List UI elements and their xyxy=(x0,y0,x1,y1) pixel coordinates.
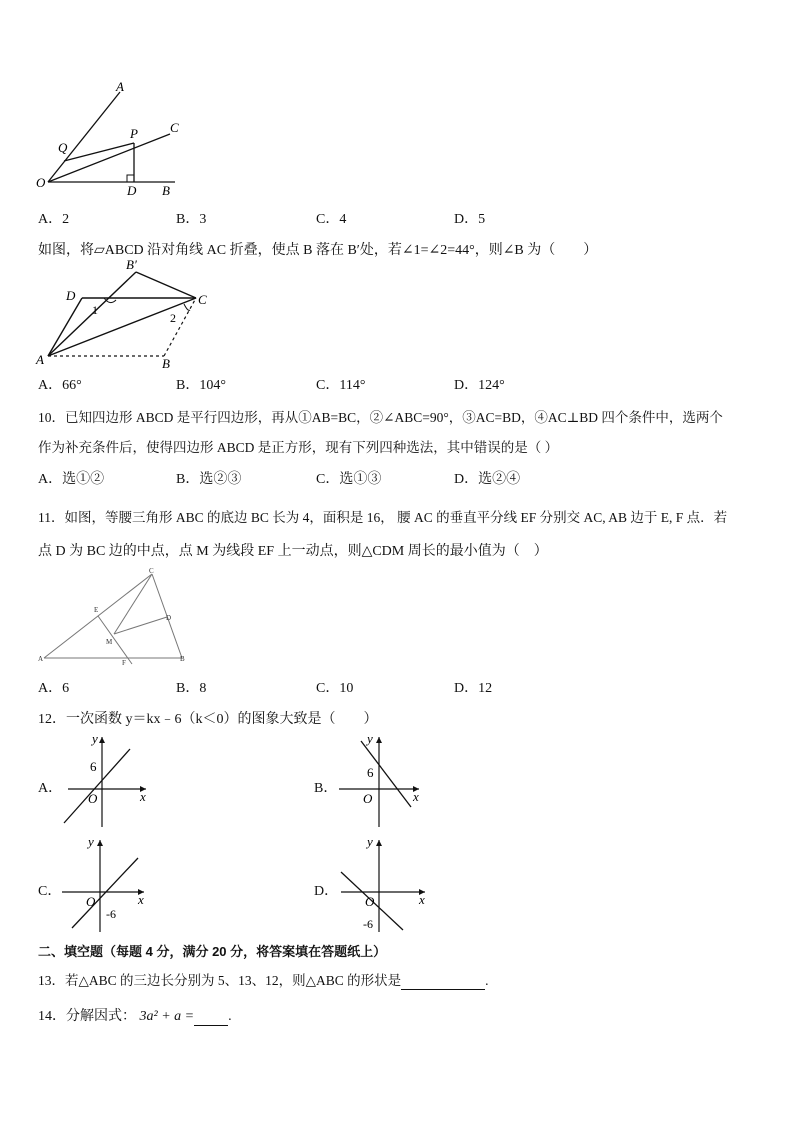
q12-text: 12．一次函数 y＝kx﹣6（k＜0）的图象大致是（ ） xyxy=(38,712,378,727)
label-D: D xyxy=(166,614,172,622)
q12-graph-a xyxy=(58,733,153,829)
axis-y: y xyxy=(367,733,373,746)
q10-option-b[interactable]: B．选②③ xyxy=(176,472,242,487)
label-A: A xyxy=(116,79,124,94)
label-A: A xyxy=(36,352,44,367)
q11-option-c[interactable]: C．10 xyxy=(316,681,354,696)
q9-option-c[interactable]: C．114° xyxy=(316,378,366,393)
q12-option-c[interactable]: C． xyxy=(38,884,62,899)
q8-option-d[interactable]: D．5 xyxy=(454,212,486,227)
q11-option-a[interactable]: A．6 xyxy=(38,681,70,696)
q12-option-d[interactable]: D． xyxy=(314,884,339,899)
q12-graph-c xyxy=(58,836,153,934)
axis-y: y xyxy=(88,836,94,849)
q13 xyxy=(38,969,489,990)
q9-text: 如图，将▱ABCD 沿对角线 AC 折叠，使点 B 落在 B′处，若∠1=∠2=44°，则∠B 为（ ） xyxy=(38,243,598,258)
q13-text: 13．若△ABC 的三边长分别为 5、13、12，则△ABC 的形状是 xyxy=(38,973,402,988)
q14-answer-blank[interactable] xyxy=(194,1009,228,1026)
q13-answer-blank[interactable] xyxy=(401,973,485,990)
axis-x: x xyxy=(413,789,419,804)
axis-x: x xyxy=(140,789,146,804)
q10-option-d[interactable]: D．选②④ xyxy=(454,472,521,487)
q10-line2: 作为补充条件后，使得四边形 ABCD 是正方形，现有下列四种选法，其中错误的是（ ） xyxy=(38,440,559,455)
label-P: P xyxy=(130,126,138,141)
label-D: D xyxy=(127,183,137,198)
q10-option-c[interactable]: C．选①③ xyxy=(316,472,382,487)
axis-x: x xyxy=(419,892,425,907)
label-A: A xyxy=(38,655,44,663)
section-2-title: 二、填空题（每题 4 分，满分 20 分，将答案填在答题纸上） xyxy=(38,944,387,959)
label-Q: Q xyxy=(58,140,68,155)
q14-expression: 3a² + a = xyxy=(139,1009,195,1024)
figure-q8 xyxy=(30,78,200,200)
q10-line1: 10．已知四边形 ABCD 是平行四边形，再从①AB=BC，②∠ABC=90°，③AC=BD，④AC⊥BD 四个条件中，选两个 xyxy=(38,410,723,425)
label-B: B xyxy=(162,183,170,198)
intercept: 6 xyxy=(90,759,97,774)
q8-option-a[interactable]: A．2 xyxy=(38,212,70,227)
q12-option-a[interactable]: A． xyxy=(38,781,63,796)
label-C: C xyxy=(198,292,207,307)
intercept: -6 xyxy=(106,907,116,921)
label-E: E xyxy=(94,606,99,614)
q8-option-c[interactable]: C．4 xyxy=(316,212,347,227)
label-B: B xyxy=(162,356,170,370)
origin: O xyxy=(363,791,373,806)
figure-q9 xyxy=(34,258,214,370)
axis-x: x xyxy=(138,892,144,907)
q12-option-b[interactable]: B． xyxy=(314,781,338,796)
q14-end: . xyxy=(228,1009,232,1024)
label-angle-1: 1 xyxy=(92,303,98,317)
origin: O xyxy=(86,894,96,909)
q12-graph-b xyxy=(333,733,428,829)
origin: O xyxy=(88,791,98,806)
intercept: 6 xyxy=(367,765,374,780)
label-M: M xyxy=(106,638,113,646)
origin: O xyxy=(365,894,375,909)
q9-option-b[interactable]: B．104° xyxy=(176,378,226,393)
label-angle-2: 2 xyxy=(170,311,176,325)
label-C: C xyxy=(149,567,154,575)
q12-graph-d xyxy=(333,836,433,934)
label-B: B xyxy=(180,655,185,663)
q9-option-a[interactable]: A．66° xyxy=(38,378,82,393)
label-O: O xyxy=(36,175,46,190)
axis-y: y xyxy=(367,836,373,849)
intercept: -6 xyxy=(363,917,373,931)
q8-option-b[interactable]: B．3 xyxy=(176,212,207,227)
q11-line1: 11．如图，等腰三角形 ABC 的底边 BC 长为 4，面积是 16， 腰 AC 的垂直平分线 EF 分别交 AC, AB 边于 E, F 点．若 xyxy=(38,510,728,525)
q11-option-b[interactable]: B．8 xyxy=(176,681,207,696)
q11-line2: 点 D 为 BC 边的中点，点 M 为线段 EF 上一动点，则△CDM 周长的最小值为（ ） xyxy=(38,544,548,559)
figure-q11 xyxy=(34,566,194,668)
q14 xyxy=(38,1005,232,1026)
label-F: F xyxy=(122,659,126,667)
label-C: C xyxy=(170,120,179,135)
q14-text: 14．分解因式： xyxy=(38,1009,136,1024)
q13-end: . xyxy=(485,973,489,988)
axis-y: y xyxy=(92,733,98,746)
q11-option-d[interactable]: D．12 xyxy=(454,681,493,696)
label-Bprime: B′ xyxy=(126,258,137,272)
q10-option-a[interactable]: A．选①② xyxy=(38,472,105,487)
q9-option-d[interactable]: D．124° xyxy=(454,378,505,393)
label-D: D xyxy=(66,288,76,303)
